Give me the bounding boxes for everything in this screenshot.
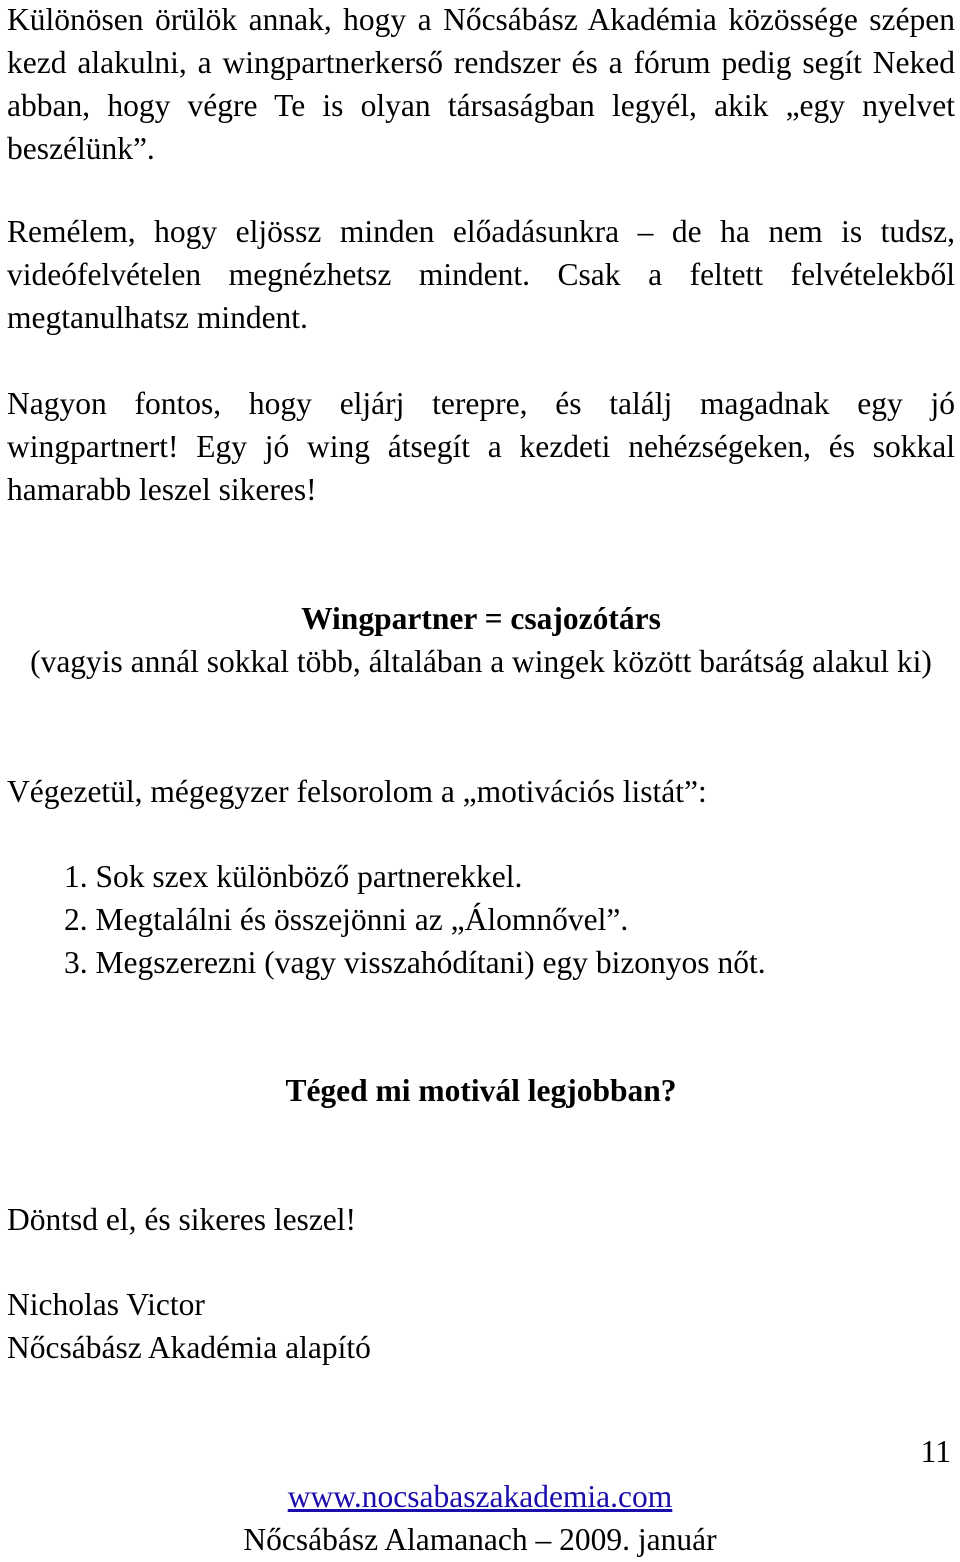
list-item: 3. Megszerezni (vagy visszahódítani) egy bizonyos nőt. bbox=[64, 945, 766, 980]
definition-title: Wingpartner = csajozótárs bbox=[301, 601, 661, 636]
wingpartner-definition bbox=[7, 597, 955, 683]
publication-line: Nőcsábász Alamanach – 2009. január bbox=[243, 1522, 717, 1557]
paragraph-wingpartner: Nagyon fontos, hogy eljárj terepre, és találj magadnak egy jó wingpartnert! Egy jó wing átsegít a kezdeti nehézségeken, és sokkal hamarabb leszel sikeres! bbox=[7, 386, 955, 507]
motivation-question: Téged mi motivál legjobban? bbox=[285, 1073, 677, 1108]
page-number: 11 bbox=[920, 1434, 951, 1469]
signature-block bbox=[7, 1283, 371, 1369]
paragraph-community: Különösen örülök annak, hogy a Nőcsábász Akadémia közössége szépen kezd alakulni, a wingpartnerkerső rendszer és a fórum pedig segít Neked abban, hogy végre Te is olyan társaságban legyél, akik „egy nyelvet beszélünk”. bbox=[7, 2, 955, 166]
motivation-list-intro: Végezetül, mégegyzer felsorolom a „motivációs listát”: bbox=[7, 774, 707, 809]
definition-subtitle: (vagyis annál sokkal több, általában a wingek között barátság alakul ki) bbox=[30, 644, 932, 679]
signature-name: Nicholas Victor bbox=[7, 1287, 205, 1322]
list-item: 1. Sok szex különböző partnerekkel. bbox=[64, 859, 523, 894]
website-link[interactable]: www.nocsabaszakademia.com bbox=[287, 1479, 673, 1514]
paragraph-lectures: Remélem, hogy eljössz minden előadásunkra – de ha nem is tudsz, videófelvételen megnézhetsz mindent. Csak a feltett felvételekből megtanulhatsz mindent. bbox=[7, 214, 955, 335]
signature-role: Nőcsábász Akadémia alapító bbox=[7, 1330, 371, 1365]
page-footer bbox=[0, 1475, 960, 1561]
motivation-list bbox=[64, 855, 766, 984]
closing-line: Döntsd el, és sikeres leszel! bbox=[7, 1202, 357, 1237]
list-item: 2. Megtalálni és összejönni az „Álomnővel”. bbox=[64, 902, 629, 937]
